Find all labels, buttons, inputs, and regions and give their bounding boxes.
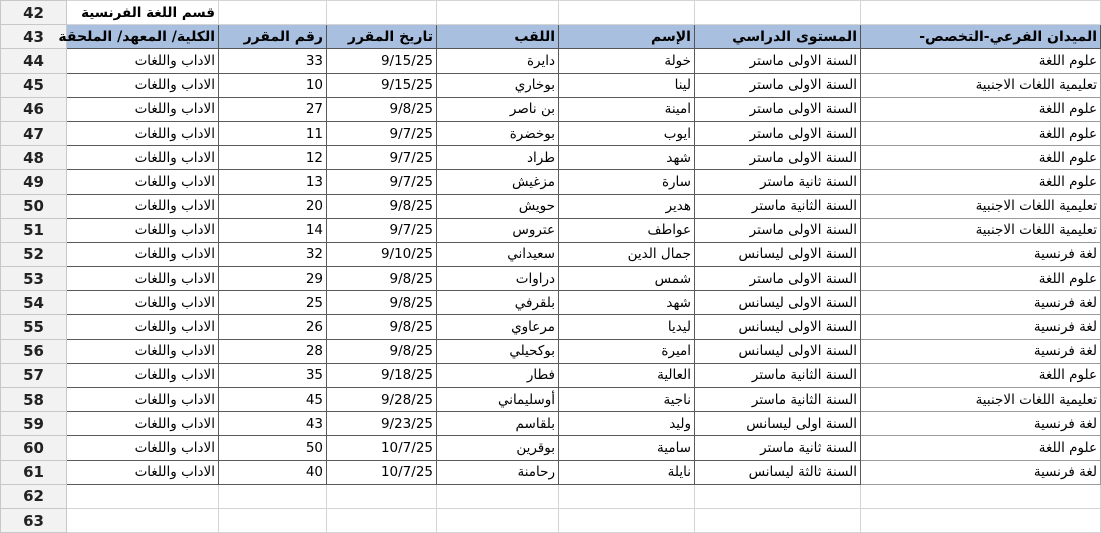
table-row[interactable]: [1, 315, 1101, 339]
faculty-cell[interactable]: الاداب واللغات: [67, 339, 219, 363]
name-cell[interactable]: شهد: [559, 291, 695, 315]
name-cell[interactable]: عواطف: [559, 218, 695, 242]
name-cell[interactable]: جمال الدين: [559, 242, 695, 266]
major-cell[interactable]: تعليمية اللغات الاجنبية: [861, 388, 1101, 412]
name-cell[interactable]: العالية: [559, 363, 695, 387]
empty-cell[interactable]: [67, 508, 219, 532]
name-cell[interactable]: نايلة: [559, 460, 695, 484]
row-number[interactable]: 59: [1, 412, 67, 436]
row-number[interactable]: 46: [1, 97, 67, 121]
row-number[interactable]: 58: [1, 388, 67, 412]
date-cell[interactable]: 9/28/25: [327, 388, 437, 412]
major-cell[interactable]: علوم اللغة: [861, 121, 1101, 145]
course-number-cell[interactable]: 32: [219, 242, 327, 266]
faculty-cell[interactable]: الاداب واللغات: [67, 146, 219, 170]
level-cell[interactable]: السنة الاولى ماستر: [695, 49, 861, 73]
table-row[interactable]: [1, 363, 1101, 387]
row-number[interactable]: 48: [1, 146, 67, 170]
level-cell[interactable]: السنة ثانية ماستر: [695, 436, 861, 460]
table-row[interactable]: [1, 97, 1101, 121]
level-cell[interactable]: السنة الاولى ماستر: [695, 73, 861, 97]
course-number-cell[interactable]: 25: [219, 291, 327, 315]
empty-cell[interactable]: [695, 484, 861, 508]
name-cell[interactable]: هدير: [559, 194, 695, 218]
empty-cell[interactable]: [861, 484, 1101, 508]
department-title[interactable]: قسم اللغة الفرنسية: [67, 1, 219, 25]
date-cell[interactable]: 10/7/25: [327, 436, 437, 460]
major-cell[interactable]: لغة فرنسية: [861, 412, 1101, 436]
major-cell[interactable]: تعليمية اللغات الاجنبية: [861, 73, 1101, 97]
level-cell[interactable]: السنة ثالثة ليسانس: [695, 460, 861, 484]
level-cell[interactable]: السنة ثانية ماستر: [695, 170, 861, 194]
course-number-cell[interactable]: 40: [219, 460, 327, 484]
empty-cell[interactable]: [437, 1, 559, 25]
surname-cell[interactable]: بلقرفي: [437, 291, 559, 315]
major-cell[interactable]: علوم اللغة: [861, 97, 1101, 121]
surname-cell[interactable]: دايرة: [437, 49, 559, 73]
surname-cell[interactable]: سعيداني: [437, 242, 559, 266]
surname-cell[interactable]: بوقرين: [437, 436, 559, 460]
empty-cell[interactable]: [559, 508, 695, 532]
table-row[interactable]: [1, 170, 1101, 194]
row-number[interactable]: 43: [1, 25, 67, 49]
surname-cell[interactable]: دراوات: [437, 267, 559, 291]
level-cell[interactable]: السنة الاولى ليسانس: [695, 315, 861, 339]
surname-cell[interactable]: عتروس: [437, 218, 559, 242]
empty-cell[interactable]: [695, 508, 861, 532]
faculty-cell[interactable]: الاداب واللغات: [67, 315, 219, 339]
table-row[interactable]: [1, 49, 1101, 73]
surname-cell[interactable]: طراد: [437, 146, 559, 170]
surname-cell[interactable]: بلقاسم: [437, 412, 559, 436]
surname-cell[interactable]: رحامنة: [437, 460, 559, 484]
table-row[interactable]: [1, 121, 1101, 145]
name-cell[interactable]: ايوب: [559, 121, 695, 145]
level-cell[interactable]: السنة الثانية ماستر: [695, 194, 861, 218]
date-cell[interactable]: 9/8/25: [327, 339, 437, 363]
empty-cell[interactable]: [327, 1, 437, 25]
row-number[interactable]: 57: [1, 363, 67, 387]
name-cell[interactable]: وليد: [559, 412, 695, 436]
table-row[interactable]: [1, 339, 1101, 363]
surname-cell[interactable]: مرعاوي: [437, 315, 559, 339]
name-cell[interactable]: لينا: [559, 73, 695, 97]
level-cell[interactable]: السنة الاولى ماستر: [695, 97, 861, 121]
row-number[interactable]: 53: [1, 267, 67, 291]
empty-cell[interactable]: [437, 508, 559, 532]
course-number-cell[interactable]: 35: [219, 363, 327, 387]
faculty-cell[interactable]: الاداب واللغات: [67, 121, 219, 145]
course-number-cell[interactable]: 33: [219, 49, 327, 73]
faculty-cell[interactable]: الاداب واللغات: [67, 412, 219, 436]
name-cell[interactable]: شهد: [559, 146, 695, 170]
major-cell[interactable]: لغة فرنسية: [861, 242, 1101, 266]
name-column-header[interactable]: الإسم: [559, 25, 695, 49]
major-cell[interactable]: لغة فرنسية: [861, 339, 1101, 363]
faculty-cell[interactable]: الاداب واللغات: [67, 363, 219, 387]
name-cell[interactable]: ليديا: [559, 315, 695, 339]
row-number[interactable]: 60: [1, 436, 67, 460]
empty-cell[interactable]: [559, 1, 695, 25]
level-column-header[interactable]: المستوى الدراسي: [695, 25, 861, 49]
empty-cell[interactable]: [219, 1, 327, 25]
level-cell[interactable]: السنة الاولى ماستر: [695, 267, 861, 291]
level-cell[interactable]: السنة الاولى ليسانس: [695, 291, 861, 315]
major-cell[interactable]: علوم اللغة: [861, 146, 1101, 170]
level-cell[interactable]: السنة الثانية ماستر: [695, 363, 861, 387]
row-number[interactable]: 45: [1, 73, 67, 97]
empty-cell[interactable]: [219, 508, 327, 532]
row-number[interactable]: 51: [1, 218, 67, 242]
course-number-cell[interactable]: 20: [219, 194, 327, 218]
course-number-cell[interactable]: 11: [219, 121, 327, 145]
row-number[interactable]: 44: [1, 49, 67, 73]
major-column-header[interactable]: الميدان الفرعي-التخصص-: [861, 25, 1101, 49]
course-number-cell[interactable]: 28: [219, 339, 327, 363]
faculty-cell[interactable]: الاداب واللغات: [67, 267, 219, 291]
row-number[interactable]: 63: [1, 508, 67, 532]
empty-cell[interactable]: [67, 484, 219, 508]
date-cell[interactable]: 9/7/25: [327, 170, 437, 194]
name-cell[interactable]: شمس: [559, 267, 695, 291]
date-cell[interactable]: 9/15/25: [327, 73, 437, 97]
column-header-row: [1, 25, 1101, 49]
level-cell[interactable]: السنة الاولى ليسانس: [695, 339, 861, 363]
surname-cell[interactable]: فطار: [437, 363, 559, 387]
major-cell[interactable]: لغة فرنسية: [861, 315, 1101, 339]
row-number[interactable]: 62: [1, 484, 67, 508]
major-cell[interactable]: علوم اللغة: [861, 170, 1101, 194]
level-cell[interactable]: السنة الاولى ماستر: [695, 218, 861, 242]
faculty-cell[interactable]: الاداب واللغات: [67, 460, 219, 484]
table-row[interactable]: [1, 291, 1101, 315]
name-cell[interactable]: امينة: [559, 97, 695, 121]
surname-column-header[interactable]: اللقب: [437, 25, 559, 49]
course-number-cell[interactable]: 29: [219, 267, 327, 291]
empty-cell[interactable]: [219, 484, 327, 508]
course-number-cell[interactable]: 12: [219, 146, 327, 170]
date-column-header[interactable]: تاريخ المقرر: [327, 25, 437, 49]
date-cell[interactable]: 9/8/25: [327, 291, 437, 315]
date-cell[interactable]: 9/7/25: [327, 121, 437, 145]
table-row[interactable]: [1, 267, 1101, 291]
empty-cell[interactable]: [327, 508, 437, 532]
faculty-cell[interactable]: الاداب واللغات: [67, 170, 219, 194]
surname-cell[interactable]: حويش: [437, 194, 559, 218]
table-row[interactable]: [1, 146, 1101, 170]
course-number-cell[interactable]: 13: [219, 170, 327, 194]
major-cell[interactable]: علوم اللغة: [861, 49, 1101, 73]
faculty-cell[interactable]: الاداب واللغات: [67, 291, 219, 315]
level-cell[interactable]: السنة اولى ليسانس: [695, 412, 861, 436]
surname-cell[interactable]: بوكحيلي: [437, 339, 559, 363]
row-number[interactable]: 42: [1, 1, 67, 25]
major-cell[interactable]: لغة فرنسية: [861, 460, 1101, 484]
course-number-cell[interactable]: 10: [219, 73, 327, 97]
date-cell[interactable]: 9/7/25: [327, 146, 437, 170]
date-cell[interactable]: 9/23/25: [327, 412, 437, 436]
surname-cell[interactable]: مزغيش: [437, 170, 559, 194]
faculty-cell[interactable]: الاداب واللغات: [67, 97, 219, 121]
row-number[interactable]: 50: [1, 194, 67, 218]
row-number[interactable]: 49: [1, 170, 67, 194]
name-cell[interactable]: سارة: [559, 170, 695, 194]
row-number[interactable]: 56: [1, 339, 67, 363]
faculty-cell[interactable]: الاداب واللغات: [67, 49, 219, 73]
date-cell[interactable]: 9/10/25: [327, 242, 437, 266]
name-cell[interactable]: سامية: [559, 436, 695, 460]
course-number-cell[interactable]: 26: [219, 315, 327, 339]
row-number[interactable]: 55: [1, 315, 67, 339]
major-cell[interactable]: علوم اللغة: [861, 436, 1101, 460]
date-cell[interactable]: 9/8/25: [327, 97, 437, 121]
empty-cell[interactable]: [861, 1, 1101, 25]
empty-cell[interactable]: [327, 484, 437, 508]
row-number[interactable]: 61: [1, 460, 67, 484]
date-cell[interactable]: 9/15/25: [327, 49, 437, 73]
row-number[interactable]: 54: [1, 291, 67, 315]
surname-cell[interactable]: بوخضرة: [437, 121, 559, 145]
date-cell[interactable]: 9/8/25: [327, 194, 437, 218]
course-number-cell[interactable]: 27: [219, 97, 327, 121]
empty-cell[interactable]: [861, 508, 1101, 532]
table-row[interactable]: [1, 436, 1101, 460]
empty-row[interactable]: [1, 484, 1101, 508]
major-cell[interactable]: تعليمية اللغات الاجنبية: [861, 194, 1101, 218]
date-cell[interactable]: 10/7/25: [327, 460, 437, 484]
faculty-cell[interactable]: الاداب واللغات: [67, 73, 219, 97]
date-cell[interactable]: 9/8/25: [327, 315, 437, 339]
course-number-cell[interactable]: 45: [219, 388, 327, 412]
row-number[interactable]: 52: [1, 242, 67, 266]
table-row[interactable]: [1, 412, 1101, 436]
table-row[interactable]: [1, 460, 1101, 484]
major-cell[interactable]: تعليمية اللغات الاجنبية: [861, 218, 1101, 242]
table-row[interactable]: [1, 218, 1101, 242]
course-number-cell[interactable]: 50: [219, 436, 327, 460]
faculty-cell[interactable]: الاداب واللغات: [67, 194, 219, 218]
surname-cell[interactable]: بوخاري: [437, 73, 559, 97]
empty-cell[interactable]: [559, 484, 695, 508]
empty-cell[interactable]: [437, 484, 559, 508]
level-cell[interactable]: السنة الاولى ليسانس: [695, 242, 861, 266]
name-cell[interactable]: ناجية: [559, 388, 695, 412]
table-row[interactable]: [1, 242, 1101, 266]
faculty-cell[interactable]: الاداب واللغات: [67, 218, 219, 242]
course-number-cell[interactable]: 43: [219, 412, 327, 436]
title-row: [1, 1, 1101, 25]
table-row[interactable]: [1, 388, 1101, 412]
name-cell[interactable]: اميرة: [559, 339, 695, 363]
level-cell[interactable]: السنة الثانية ماستر: [695, 388, 861, 412]
faculty-cell[interactable]: الاداب واللغات: [67, 388, 219, 412]
date-cell[interactable]: 9/7/25: [327, 218, 437, 242]
date-cell[interactable]: 9/8/25: [327, 267, 437, 291]
table-row[interactable]: [1, 73, 1101, 97]
empty-row[interactable]: [1, 508, 1101, 532]
surname-cell[interactable]: بن ناصر: [437, 97, 559, 121]
major-cell[interactable]: علوم اللغة: [861, 363, 1101, 387]
table-row[interactable]: [1, 194, 1101, 218]
course-number-cell[interactable]: 14: [219, 218, 327, 242]
date-cell[interactable]: 9/18/25: [327, 363, 437, 387]
surname-cell[interactable]: أوسليماني: [437, 388, 559, 412]
major-cell[interactable]: علوم اللغة: [861, 267, 1101, 291]
empty-cell[interactable]: [695, 1, 861, 25]
major-cell[interactable]: لغة فرنسية: [861, 291, 1101, 315]
level-cell[interactable]: السنة الاولى ماستر: [695, 146, 861, 170]
faculty-cell[interactable]: الاداب واللغات: [67, 242, 219, 266]
course-number-column-header[interactable]: رقم المقرر: [219, 25, 327, 49]
faculty-cell[interactable]: الاداب واللغات: [67, 436, 219, 460]
level-cell[interactable]: السنة الاولى ماستر: [695, 121, 861, 145]
name-cell[interactable]: خولة: [559, 49, 695, 73]
row-number[interactable]: 47: [1, 121, 67, 145]
faculty-column-header[interactable]: الكلية/ المعهد/ الملحقة: [67, 25, 219, 49]
